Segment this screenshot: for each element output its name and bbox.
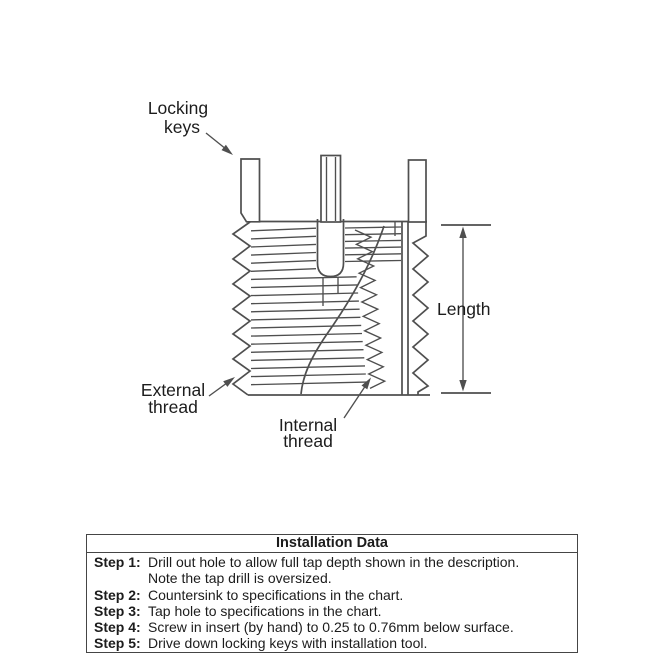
table-row [87, 603, 577, 619]
step-label: Step 3: [94, 602, 141, 619]
step-label: Step 1: [94, 554, 141, 570]
right-wall [402, 222, 408, 395]
internal-thread-leader [344, 378, 371, 419]
step-label [87, 570, 148, 586]
step-text: Drive down locking keys with installation tool. [148, 635, 428, 652]
step-label: Step 2: [94, 586, 141, 603]
locking-key-left [241, 159, 260, 222]
step-text: Note the tap drill is oversized. [148, 570, 332, 587]
internal-thread-label-line2: thread [283, 431, 333, 451]
table-row [87, 554, 577, 570]
dimension-arrow-down-icon [459, 380, 466, 392]
length-label: Length [437, 299, 491, 319]
right-thread-edge [413, 222, 428, 395]
leader-arrowhead-icon [223, 377, 235, 387]
locking-keys-label-line1: Locking [147, 98, 209, 118]
table-row [87, 619, 577, 635]
step-text: Screw in insert (by hand) to 0.25 to 0.76mm below surface. [148, 619, 514, 636]
table-row [87, 635, 577, 651]
installation-data-table [86, 534, 578, 653]
external-thread-label-line2: thread [148, 397, 198, 417]
installation-steps [87, 553, 577, 652]
table-row [87, 587, 577, 603]
step-text: Tap hole to specifications in the chart. [148, 602, 382, 619]
external-thread-leader [209, 377, 235, 396]
internal-thread-label-line1: Internal [278, 415, 338, 435]
left-thread-edge [233, 222, 250, 395]
locking-keys-leader [206, 133, 233, 155]
external-thread-lines [251, 228, 367, 385]
table-title: Installation Data [87, 535, 577, 553]
leader-arrowhead-icon [362, 378, 372, 390]
table-row [87, 570, 577, 586]
locking-key-middle [321, 156, 341, 223]
locking-key-right [409, 160, 427, 222]
step-text: Countersink to specifications in the chart. [148, 586, 404, 603]
locking-keys-label-line2: keys [164, 117, 200, 137]
step-label: Step 5: [94, 635, 141, 652]
dimension-arrow-up-icon [459, 227, 466, 239]
external-thread-label-line1: External [140, 380, 206, 400]
step-label: Step 4: [94, 619, 141, 636]
step-text: Drill out hole to allow full tap depth shown in the description. [148, 554, 520, 570]
